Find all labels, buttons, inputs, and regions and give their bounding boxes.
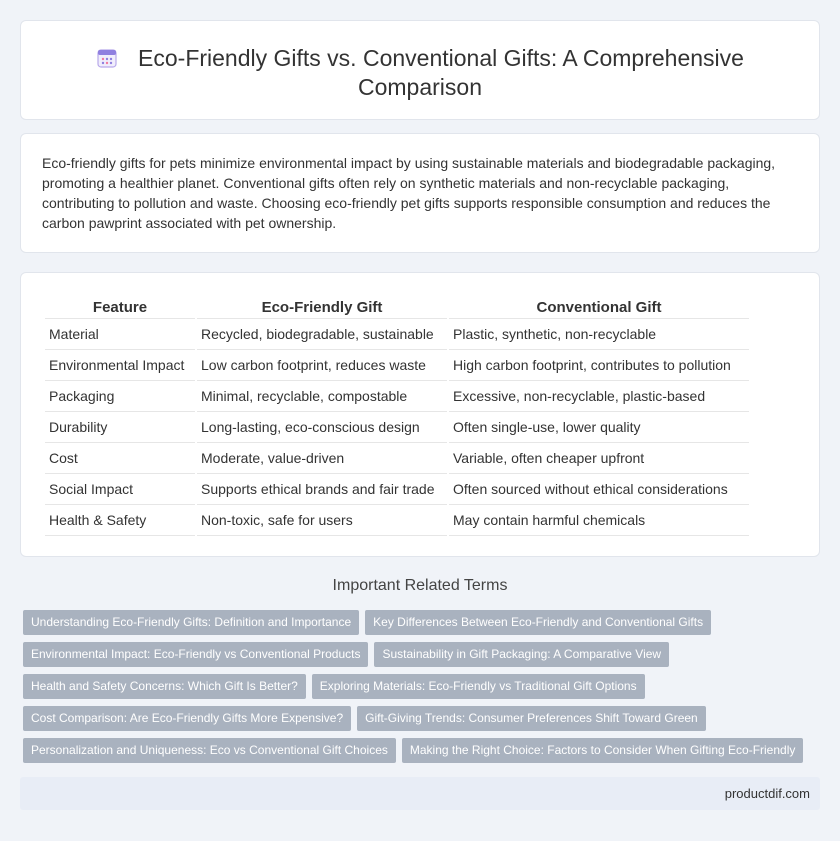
- feature-cell: Social Impact: [45, 474, 195, 505]
- intro-card: [20, 133, 820, 253]
- related-term-link[interactable]: Understanding Eco-Friendly Gifts: Definition and Importance: [23, 610, 359, 635]
- feature-cell: Environmental Impact: [45, 350, 195, 381]
- conventional-cell: May contain harmful chemicals: [449, 505, 749, 536]
- conventional-cell: Often sourced without ethical considerations: [449, 474, 749, 505]
- feature-cell: Material: [45, 319, 195, 350]
- conventional-cell: Variable, often cheaper upfront: [449, 443, 749, 474]
- tag-row: [23, 642, 813, 674]
- title-line-1: Eco-Friendly Gifts vs. Conventional Gifts: A Comprehensive: [138, 45, 744, 71]
- header-eco-friendly: Eco-Friendly Gift: [197, 295, 447, 319]
- conventional-cell: Excessive, non-recyclable, plastic-based: [449, 381, 749, 412]
- comparison-card: [20, 272, 820, 557]
- eco-cell: Minimal, recyclable, compostable: [197, 381, 447, 412]
- table-row: [45, 505, 749, 536]
- eco-cell: Non-toxic, safe for users: [197, 505, 447, 536]
- tag-row: [23, 674, 813, 706]
- feature-cell: Packaging: [45, 381, 195, 412]
- related-term-link[interactable]: Environmental Impact: Eco-Friendly vs Conventional Products: [23, 642, 368, 667]
- header-conventional: Conventional Gift: [449, 295, 749, 319]
- feature-cell: Health & Safety: [45, 505, 195, 536]
- footer-site: productdif.com: [724, 786, 810, 801]
- table-header-row: [45, 295, 749, 319]
- conventional-cell: High carbon footprint, contributes to pollution: [449, 350, 749, 381]
- table-row: [45, 412, 749, 443]
- page-title: [21, 44, 819, 102]
- title-line-2: Comparison: [358, 74, 482, 100]
- footer: [20, 777, 820, 810]
- related-term-link[interactable]: Health and Safety Concerns: Which Gift Is Better?: [23, 674, 306, 699]
- comparison-table: [43, 295, 751, 536]
- related-term-link[interactable]: Exploring Materials: Eco-Friendly vs Traditional Gift Options: [312, 674, 645, 699]
- related-term-link[interactable]: Making the Right Choice: Factors to Consider When Gifting Eco-Friendly: [402, 738, 804, 763]
- related-term-link[interactable]: Gift-Giving Trends: Consumer Preferences Shift Toward Green: [357, 706, 706, 731]
- conventional-cell: Plastic, synthetic, non-recyclable: [449, 319, 749, 350]
- related-term-link[interactable]: Key Differences Between Eco-Friendly and Conventional Gifts: [365, 610, 711, 635]
- related-terms-list: [23, 610, 813, 770]
- feature-cell: Durability: [45, 412, 195, 443]
- header-feature: Feature: [45, 295, 195, 319]
- calendar-icon: [96, 47, 118, 69]
- feature-cell: Cost: [45, 443, 195, 474]
- tag-row: [23, 738, 813, 770]
- eco-cell: Moderate, value-driven: [197, 443, 447, 474]
- related-term-link[interactable]: Sustainability in Gift Packaging: A Comparative View: [374, 642, 669, 667]
- intro-paragraph: Eco-friendly gifts for pets minimize environmental impact by using sustainable materials and biodegradable packaging, promoting a healthier planet. Conventional gifts often rely on synthetic materials and non-recyclable packaging, contributing to pollution and waste. Choosing eco-friendly pet gifts supports responsible consumption and reduces the carbon pawprint associated with pet ownership.: [42, 155, 776, 231]
- table-row: [45, 443, 749, 474]
- eco-cell: Low carbon footprint, reduces waste: [197, 350, 447, 381]
- tag-row: [23, 706, 813, 738]
- related-terms-heading: Important Related Terms: [332, 577, 508, 594]
- eco-cell: Recycled, biodegradable, sustainable: [197, 319, 447, 350]
- eco-cell: Supports ethical brands and fair trade: [197, 474, 447, 505]
- conventional-cell: Often single-use, lower quality: [449, 412, 749, 443]
- tag-row: [23, 610, 813, 642]
- eco-cell: Long-lasting, eco-conscious design: [197, 412, 447, 443]
- table-row: [45, 350, 749, 381]
- header-card: [20, 20, 820, 120]
- table-row: [45, 319, 749, 350]
- table-row: [45, 474, 749, 505]
- related-term-link[interactable]: Personalization and Uniqueness: Eco vs Conventional Gift Choices: [23, 738, 396, 763]
- related-term-link[interactable]: Cost Comparison: Are Eco-Friendly Gifts More Expensive?: [23, 706, 351, 731]
- table-row: [45, 381, 749, 412]
